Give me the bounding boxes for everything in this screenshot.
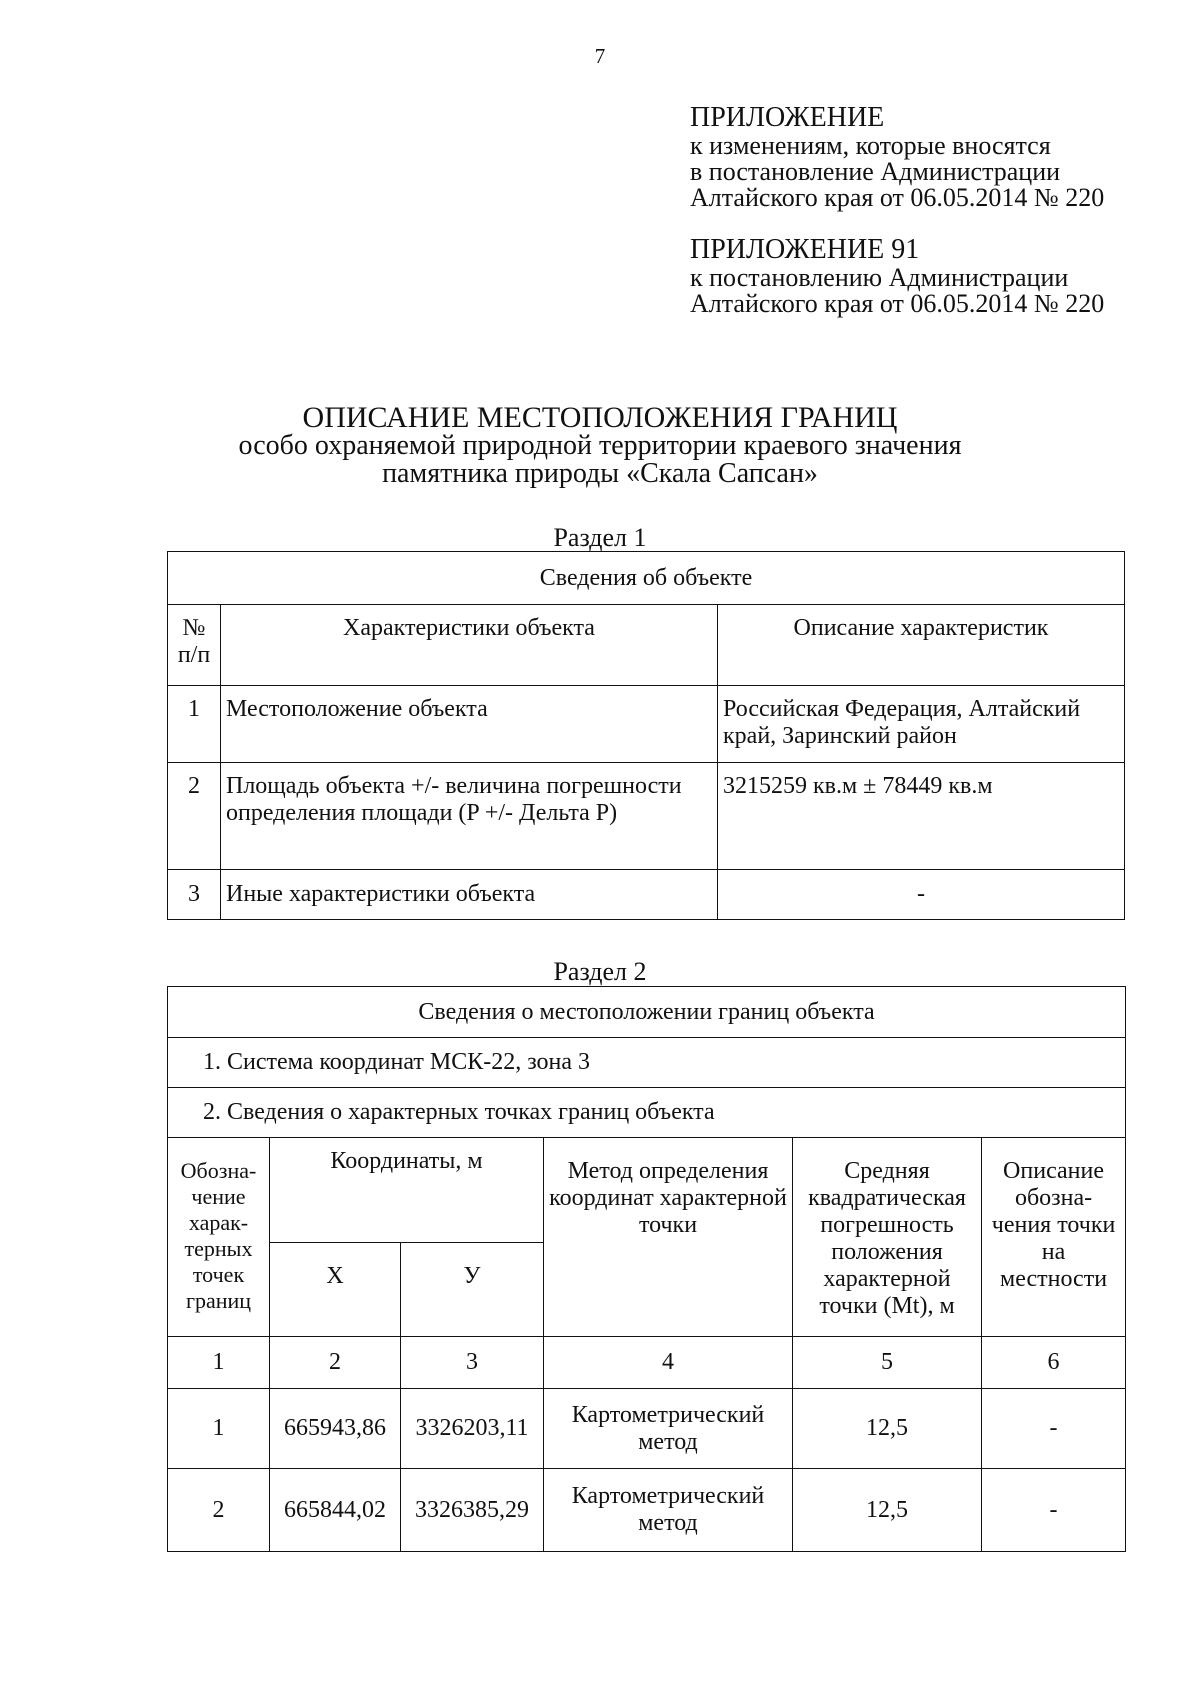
row-description: 3215259 кв.м ± 78449 кв.м [718,763,1125,870]
title-line: памятника природы «Скала Сапсан» [382,458,818,489]
column-number: 5 [793,1337,982,1389]
row-characteristic: Площадь объекта +/- величина погрешности определения площади (P +/- Дельта P) [221,763,718,870]
column-header-error: Средняя квадратическая погрешность положения характерной точки (Mt), м [793,1138,982,1337]
section-2-label: Раздел 2 [553,957,647,986]
boundary-info-header: Сведения о местоположении границ объекта [168,987,1126,1038]
point-error: 12,5 [793,1469,982,1552]
point-error: 12,5 [793,1389,982,1469]
section-1-label: Раздел 1 [553,523,647,552]
column-numbers-row [168,1337,1126,1389]
column-header-description: Описание характеристик [718,605,1125,686]
row-number: 2 [168,763,221,870]
row-number: 1 [168,686,221,763]
points-info-row: 2. Сведения о характерных точках границ объекта [168,1088,1126,1138]
appendix-2-heading: ПРИЛОЖЕНИЕ 91 [690,234,920,265]
point-x: 665844,02 [270,1469,401,1552]
table-row [168,1469,1126,1552]
title-line: особо охраняемой природной территории краевого значения [238,430,962,461]
column-number: 4 [544,1337,793,1389]
coordinate-system-row: 1. Система координат МСК-22, зона 3 [168,1038,1126,1088]
title-main: ОПИСАНИЕ МЕСТОПОЛОЖЕНИЯ ГРАНИЦ [302,401,898,434]
table-row [168,870,1125,920]
table-row [168,1389,1126,1469]
table-row [168,763,1125,870]
column-header-number: № п/п [168,605,221,686]
column-number: 6 [982,1337,1126,1389]
column-header-coordinates: Координаты, м [270,1138,544,1243]
column-header-x: X [270,1243,401,1337]
appendix-1-line: Алтайского края от 06.05.2014 № 220 [690,183,1105,212]
point-method: Картометрический метод [544,1389,793,1469]
point-id: 1 [168,1389,270,1469]
column-header-characteristics: Характеристики объекта [221,605,718,686]
page-number: 7 [594,44,606,68]
row-number: 3 [168,870,221,920]
appendix-1-heading: ПРИЛОЖЕНИЕ [690,102,885,133]
row-characteristic: Иные характеристики объекта [221,870,718,920]
appendix-2-block [690,235,1104,317]
point-description: - [982,1389,1126,1469]
point-y: 3326385,29 [401,1469,544,1552]
column-header-method: Метод определения координат характерной точки [544,1138,793,1337]
row-description: Российская Федерация, Алтайский край, Заринский район [718,686,1125,763]
appendix-2-line: Алтайского края от 06.05.2014 № 220 [690,289,1105,318]
column-header-designation: Обозна-чение харак-терных точек границ [168,1138,270,1337]
column-header-y: У [401,1243,544,1337]
point-id: 2 [168,1469,270,1552]
point-x: 665943,86 [270,1389,401,1469]
row-characteristic: Местоположение объекта [221,686,718,763]
point-description: - [982,1469,1126,1552]
table-row [168,686,1125,763]
object-info-header: Сведения об объекте [168,552,1125,605]
column-number: 1 [168,1337,270,1389]
appendix-1-line: к изменениям, которые вносятся [690,131,1051,160]
point-method: Картометрический метод [544,1469,793,1552]
appendix-1-block [690,103,1104,211]
boundary-points-table [167,986,1126,1552]
appendix-2-line: к постановлению Администрации [690,263,1069,292]
appendix-1-line: в постановление Администрации [690,157,1061,186]
row-description: - [718,870,1125,920]
column-number: 2 [270,1337,401,1389]
column-number: 3 [401,1337,544,1389]
column-header-point-description: Описание обозна-чения точки на местности [982,1138,1126,1337]
document-title [0,401,1200,489]
object-info-table [167,551,1125,920]
point-y: 3326203,11 [401,1389,544,1469]
